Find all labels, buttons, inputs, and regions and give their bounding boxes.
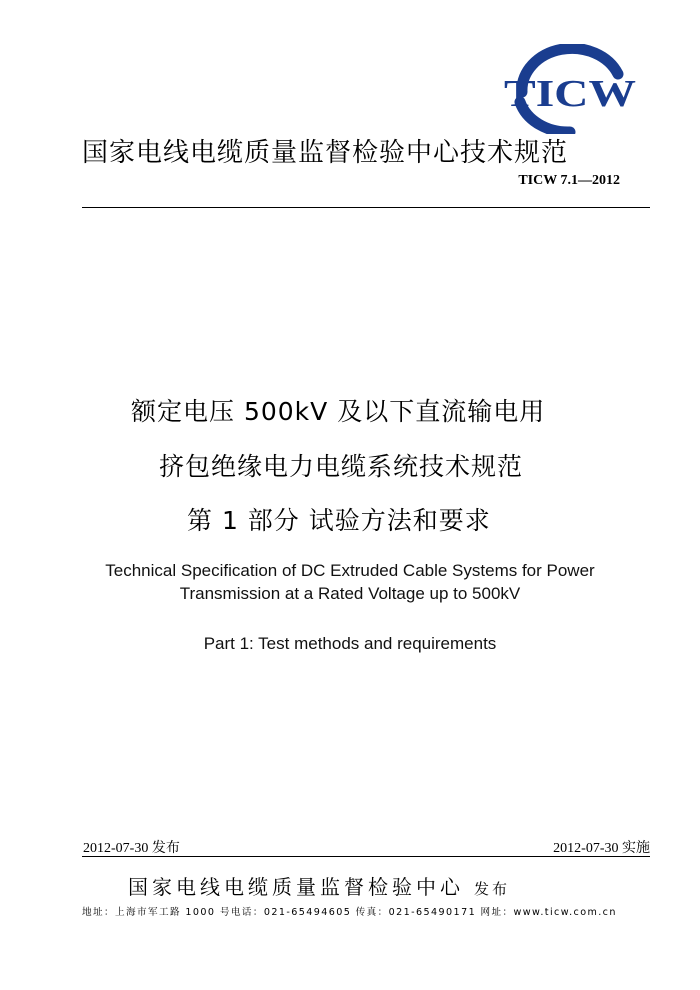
english-title-line-1: Technical Specification of DC Extruded Cable Systems for Power [105,561,595,580]
english-title-part: Part 1: Test methods and requirements [203,634,497,653]
english-title-line-2: Transmission at a Rated Voltage up to 500kV [179,584,521,603]
logo-text: TICW [504,73,636,115]
implement-date: 2012-07-30 实施 [553,841,650,856]
chinese-title-part: 第 1 部分 试验方法和要求 [187,506,491,535]
header-organization: 国家电线电缆质量监督检验中心技术规范 [82,138,569,168]
footer-divider [82,856,650,857]
footer-publish-label: 发布 [474,880,511,898]
standard-code: TICW 7.1—2012 [518,173,620,188]
chinese-title-line-2: 挤包绝缘电力电缆系统技术规范 [159,452,524,481]
header-divider [82,207,650,208]
footer-organization: 国家电线电缆质量监督检验中心 [128,875,464,899]
chinese-title-line-1: 额定电压 500kV 及以下直流输电用 [131,397,546,426]
footer-address: 地址：上海市军工路 1000 号电话：021-65494605 传真：021-65490171 网址：www.ticw.com.cn [82,907,617,918]
ticw-logo [500,44,640,134]
publish-date: 2012-07-30 发布 [83,841,180,856]
footer-publisher [128,871,510,900]
